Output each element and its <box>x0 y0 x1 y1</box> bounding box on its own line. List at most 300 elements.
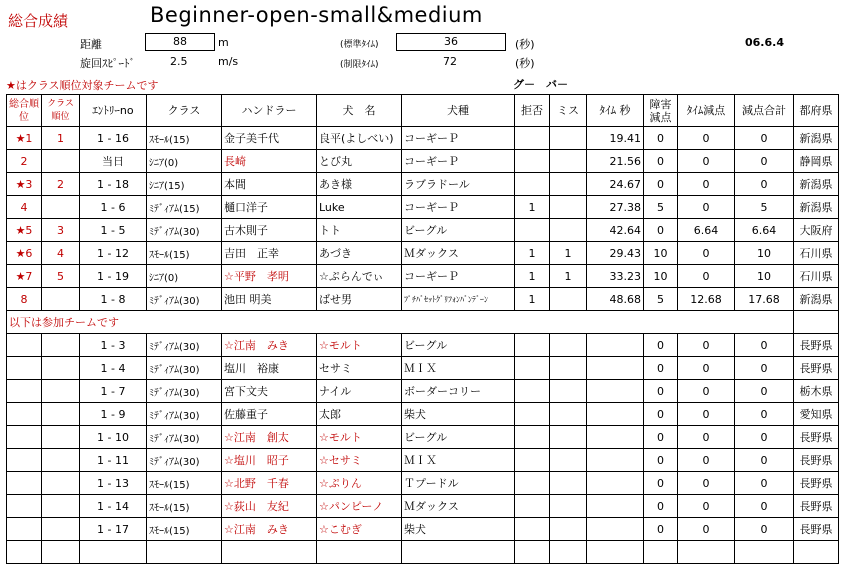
prefecture: 大阪府 <box>794 219 839 242</box>
handler: 宮下文夫 <box>222 380 317 403</box>
class-rank <box>42 334 80 357</box>
overall-rank: 8 <box>7 288 42 311</box>
overall-rank: 4 <box>7 196 42 219</box>
table-row <box>7 357 839 380</box>
dog-name: 良平(よしべい) <box>317 127 402 150</box>
speed-value: 2.5 <box>170 55 188 68</box>
breed: ラブラドール <box>402 173 515 196</box>
overall-rank <box>7 380 42 403</box>
fault: 10 <box>644 265 678 288</box>
time <box>587 449 644 472</box>
entry-no: 1 - 4 <box>80 357 147 380</box>
prefecture: 長野県 <box>794 334 839 357</box>
empty-row <box>7 541 839 564</box>
time <box>587 518 644 541</box>
handler: 長崎 <box>222 150 317 173</box>
col-total: 減点合計 <box>735 95 794 127</box>
speed-label: 旋回ｽﾋﾟｰﾄﾞ <box>80 57 135 70</box>
time-fault: 0 <box>678 173 735 196</box>
overall-rank: ★5 <box>7 219 42 242</box>
time <box>587 334 644 357</box>
time-fault: 0 <box>678 518 735 541</box>
dog-name: ☆パンピーノ <box>317 495 402 518</box>
time-fault: 0 <box>678 472 735 495</box>
miss <box>550 196 587 219</box>
col-time-fault: ﾀｲﾑ減点 <box>678 95 735 127</box>
miss <box>550 357 587 380</box>
class: ｼﾆｱ(15) <box>147 173 222 196</box>
class-rank: 2 <box>42 173 80 196</box>
miss: 1 <box>550 265 587 288</box>
class-rank: 3 <box>42 219 80 242</box>
dog-name: 太郎 <box>317 403 402 426</box>
handler: 本間 <box>222 173 317 196</box>
entry-no: 1 - 11 <box>80 449 147 472</box>
empty-cell <box>550 541 587 564</box>
time-fault: 0 <box>678 242 735 265</box>
fault: 5 <box>644 196 678 219</box>
miss <box>550 472 587 495</box>
table-row <box>7 265 839 288</box>
breed: Ｍダックス <box>402 242 515 265</box>
prefecture: 長野県 <box>794 449 839 472</box>
miss <box>550 518 587 541</box>
participants-note: 以下は参加チームです <box>7 311 794 334</box>
total: 10 <box>735 265 794 288</box>
total: 0 <box>735 150 794 173</box>
breed: ﾌﾟﾁﾊﾞｾｯﾄｸﾞﾘﾌｫﾝﾊﾞﾝﾃﾞｰﾝ <box>402 288 515 311</box>
breed: ＭＩＸ <box>402 449 515 472</box>
refusal <box>515 380 550 403</box>
participants-note-row <box>7 311 839 334</box>
fault: 0 <box>644 403 678 426</box>
breed: Ｔプードル <box>402 472 515 495</box>
overall-rank: ★3 <box>7 173 42 196</box>
table-row <box>7 288 839 311</box>
time: 29.43 <box>587 242 644 265</box>
table-row <box>7 173 839 196</box>
col-handler: ハンドラー <box>222 95 317 127</box>
handler: 池田 明美 <box>222 288 317 311</box>
breed: 柴犬 <box>402 403 515 426</box>
dog-name: ☆ぷらんでぃ <box>317 265 402 288</box>
fault: 0 <box>644 357 678 380</box>
table-row <box>7 127 839 150</box>
class: ｽﾓｰﾙ(15) <box>147 127 222 150</box>
prefecture: 長野県 <box>794 518 839 541</box>
entry-no: 1 - 8 <box>80 288 147 311</box>
class: ﾐﾃﾞｨｱﾑ(30) <box>147 288 222 311</box>
prefecture: 長野県 <box>794 426 839 449</box>
total: 0 <box>735 173 794 196</box>
time-fault: 0 <box>678 196 735 219</box>
overall-rank <box>7 495 42 518</box>
table-row <box>7 196 839 219</box>
dog-name: とび丸 <box>317 150 402 173</box>
time-fault: 0 <box>678 357 735 380</box>
handler: 塩川 裕康 <box>222 357 317 380</box>
fault: 5 <box>644 288 678 311</box>
time: 33.23 <box>587 265 644 288</box>
header-row <box>7 95 839 127</box>
std-time-label: (標準ﾀｲﾑ) <box>340 40 379 50</box>
miss <box>550 173 587 196</box>
time: 27.38 <box>587 196 644 219</box>
page-title-jp: 総合成績 <box>8 12 69 30</box>
time-fault: 0 <box>678 265 735 288</box>
fault: 0 <box>644 518 678 541</box>
class-rank <box>42 472 80 495</box>
table-row <box>7 426 839 449</box>
empty-cell <box>794 541 839 564</box>
empty-cell <box>147 541 222 564</box>
class-rank: 1 <box>42 127 80 150</box>
distance-value: 88 <box>145 33 215 51</box>
prefecture: 新潟県 <box>794 173 839 196</box>
miss <box>550 403 587 426</box>
handler: 金子美千代 <box>222 127 317 150</box>
time-fault: 12.68 <box>678 288 735 311</box>
overall-rank: ★1 <box>7 127 42 150</box>
prefecture: 新潟県 <box>794 127 839 150</box>
entry-no: 1 - 9 <box>80 403 147 426</box>
table-row <box>7 472 839 495</box>
miss <box>550 288 587 311</box>
class: ﾐﾃﾞｨｱﾑ(30) <box>147 449 222 472</box>
time-fault: 0 <box>678 495 735 518</box>
total: 0 <box>735 495 794 518</box>
miss <box>550 495 587 518</box>
time-fault: 0 <box>678 380 735 403</box>
breed: Ｍダックス <box>402 495 515 518</box>
refusal: 1 <box>515 288 550 311</box>
entry-no: 当日 <box>80 150 147 173</box>
breed: コーギーＰ <box>402 196 515 219</box>
class: ｽﾓｰﾙ(15) <box>147 472 222 495</box>
overall-rank <box>7 518 42 541</box>
prefecture: 石川県 <box>794 265 839 288</box>
table-row <box>7 403 839 426</box>
total: 17.68 <box>735 288 794 311</box>
refusal <box>515 150 550 173</box>
table-row <box>7 150 839 173</box>
overall-rank <box>7 403 42 426</box>
entry-no: 1 - 17 <box>80 518 147 541</box>
overall-rank: ★7 <box>7 265 42 288</box>
miss <box>550 127 587 150</box>
refusal <box>515 127 550 150</box>
col-entry-no: ｴﾝﾄﾘｰno <box>80 95 147 127</box>
breed: 柴犬 <box>402 518 515 541</box>
empty-cell <box>587 541 644 564</box>
class-rank <box>42 449 80 472</box>
class: ﾐﾃﾞｨｱﾑ(30) <box>147 334 222 357</box>
results-table <box>6 94 839 564</box>
handler: ☆北野 千春 <box>222 472 317 495</box>
total: 5 <box>735 196 794 219</box>
fault: 0 <box>644 449 678 472</box>
total: 0 <box>735 518 794 541</box>
fault: 0 <box>644 127 678 150</box>
entry-no: 1 - 7 <box>80 380 147 403</box>
table-row <box>7 334 839 357</box>
class: ﾐﾃﾞｨｱﾑ(30) <box>147 380 222 403</box>
table-row <box>7 449 839 472</box>
dog-name: Luke <box>317 196 402 219</box>
fault: 0 <box>644 380 678 403</box>
time: 24.67 <box>587 173 644 196</box>
miss <box>550 380 587 403</box>
table-row <box>7 219 839 242</box>
refusal <box>515 173 550 196</box>
overall-rank <box>7 472 42 495</box>
fault: 0 <box>644 495 678 518</box>
col-time: ﾀｲﾑ 秒 <box>587 95 644 127</box>
col-prefecture: 都府県 <box>794 95 839 127</box>
refusal <box>515 219 550 242</box>
rank-note: ★はクラス順位対象チームです <box>6 79 159 92</box>
empty-cell <box>317 541 402 564</box>
time <box>587 380 644 403</box>
entry-no: 1 - 6 <box>80 196 147 219</box>
std-time-unit: (秒) <box>515 38 535 51</box>
std-time-value: 36 <box>396 33 506 51</box>
entry-no: 1 - 18 <box>80 173 147 196</box>
col-dog-name: 犬 名 <box>317 95 402 127</box>
distance-unit: m <box>218 36 229 49</box>
time-fault: 6.64 <box>678 219 735 242</box>
entry-no: 1 - 3 <box>80 334 147 357</box>
prefecture: 長野県 <box>794 495 839 518</box>
time <box>587 495 644 518</box>
prefecture: 石川県 <box>794 242 839 265</box>
entry-no: 1 - 13 <box>80 472 147 495</box>
time-fault: 0 <box>678 334 735 357</box>
fault: 0 <box>644 426 678 449</box>
handler: ☆荻山 友紀 <box>222 495 317 518</box>
total: 10 <box>735 242 794 265</box>
entry-no: 1 - 10 <box>80 426 147 449</box>
class-rank <box>42 426 80 449</box>
empty-cell <box>678 541 735 564</box>
miss <box>550 449 587 472</box>
dog-name: ☆モルト <box>317 426 402 449</box>
dog-name: ☆ぷりん <box>317 472 402 495</box>
prefecture: 長野県 <box>794 472 839 495</box>
total: 0 <box>735 449 794 472</box>
col-class: クラス <box>147 95 222 127</box>
class: ﾐﾃﾞｨｱﾑ(30) <box>147 426 222 449</box>
prefecture: 新潟県 <box>794 288 839 311</box>
refusal: 1 <box>515 242 550 265</box>
empty-cell <box>735 541 794 564</box>
dog-name: ☆セサミ <box>317 449 402 472</box>
fault: 0 <box>644 334 678 357</box>
miss: 1 <box>550 242 587 265</box>
empty-cell <box>7 541 42 564</box>
class-rank: 4 <box>42 242 80 265</box>
overall-rank <box>7 334 42 357</box>
col-class-rank: クラス順位 <box>42 95 80 127</box>
time: 19.41 <box>587 127 644 150</box>
group-label: グ－ バ－ <box>513 78 568 91</box>
empty-cell <box>794 311 839 334</box>
fault: 0 <box>644 173 678 196</box>
refusal: 1 <box>515 265 550 288</box>
empty-cell <box>222 541 317 564</box>
handler: ☆江南 みき <box>222 334 317 357</box>
overall-rank: 2 <box>7 150 42 173</box>
distance-label: 距離 <box>80 38 102 51</box>
handler: ☆平野 孝明 <box>222 265 317 288</box>
overall-rank <box>7 449 42 472</box>
time <box>587 403 644 426</box>
class-rank <box>42 150 80 173</box>
handler: 古木則子 <box>222 219 317 242</box>
time-fault: 0 <box>678 150 735 173</box>
refusal <box>515 518 550 541</box>
table-row <box>7 518 839 541</box>
breed: コーギーＰ <box>402 150 515 173</box>
miss <box>550 334 587 357</box>
total: 0 <box>735 426 794 449</box>
handler: ☆塩川 昭子 <box>222 449 317 472</box>
prefecture: 静岡県 <box>794 150 839 173</box>
limit-time-label: (制限ﾀｲﾑ) <box>340 60 379 70</box>
time <box>587 426 644 449</box>
handler: ☆江南 みき <box>222 518 317 541</box>
breed: ビーグル <box>402 426 515 449</box>
limit-time-value: 72 <box>443 55 457 68</box>
breed: ビーグル <box>402 334 515 357</box>
handler: 樋口洋子 <box>222 196 317 219</box>
class: ｽﾓｰﾙ(15) <box>147 518 222 541</box>
class: ｽﾓｰﾙ(15) <box>147 242 222 265</box>
col-refusal: 拒否 <box>515 95 550 127</box>
breed: ＭＩＸ <box>402 357 515 380</box>
breed: ビーグル <box>402 219 515 242</box>
col-overall-rank: 総合順位 <box>7 95 42 127</box>
total: 0 <box>735 403 794 426</box>
refusal <box>515 334 550 357</box>
time-fault: 0 <box>678 403 735 426</box>
table-row <box>7 242 839 265</box>
class: ﾐﾃﾞｨｱﾑ(15) <box>147 196 222 219</box>
entry-no: 1 - 16 <box>80 127 147 150</box>
prefecture: 愛知県 <box>794 403 839 426</box>
class-rank <box>42 403 80 426</box>
prefecture: 新潟県 <box>794 196 839 219</box>
dog-name: ばせ男 <box>317 288 402 311</box>
total: 6.64 <box>735 219 794 242</box>
col-miss: ミス <box>550 95 587 127</box>
miss <box>550 150 587 173</box>
total: 0 <box>735 357 794 380</box>
dog-name: あづき <box>317 242 402 265</box>
refusal <box>515 472 550 495</box>
handler: 吉田 正幸 <box>222 242 317 265</box>
dog-name: あき様 <box>317 173 402 196</box>
time-fault: 0 <box>678 426 735 449</box>
class-rank <box>42 196 80 219</box>
dog-name: セサミ <box>317 357 402 380</box>
empty-cell <box>515 541 550 564</box>
class-rank <box>42 288 80 311</box>
date-label: 06.6.4 <box>745 36 784 49</box>
dog-name: ナイル <box>317 380 402 403</box>
time: 42.64 <box>587 219 644 242</box>
refusal: 1 <box>515 196 550 219</box>
empty-cell <box>644 541 678 564</box>
overall-rank: ★6 <box>7 242 42 265</box>
overall-rank <box>7 426 42 449</box>
class-rank <box>42 380 80 403</box>
class: ｼﾆｱ(0) <box>147 265 222 288</box>
dog-name: ☆こむぎ <box>317 518 402 541</box>
fault: 10 <box>644 242 678 265</box>
class-rank <box>42 357 80 380</box>
total: 0 <box>735 334 794 357</box>
class-rank: 5 <box>42 265 80 288</box>
time <box>587 472 644 495</box>
col-fault: 障害減点 <box>644 95 678 127</box>
time: 21.56 <box>587 150 644 173</box>
prefecture: 栃木県 <box>794 380 839 403</box>
breed: コーギーＰ <box>402 265 515 288</box>
refusal <box>515 357 550 380</box>
time-fault: 0 <box>678 449 735 472</box>
class: ｼﾆｱ(0) <box>147 150 222 173</box>
entry-no: 1 - 19 <box>80 265 147 288</box>
miss <box>550 426 587 449</box>
time-fault: 0 <box>678 127 735 150</box>
empty-cell <box>80 541 147 564</box>
class: ﾐﾃﾞｨｱﾑ(30) <box>147 403 222 426</box>
class-rank <box>42 495 80 518</box>
entry-no: 1 - 12 <box>80 242 147 265</box>
breed: ボーダーコリー <box>402 380 515 403</box>
entry-no: 1 - 5 <box>80 219 147 242</box>
fault: 0 <box>644 150 678 173</box>
table-row <box>7 495 839 518</box>
limit-time-unit: (秒) <box>515 57 535 70</box>
time <box>587 357 644 380</box>
refusal <box>515 449 550 472</box>
miss <box>550 219 587 242</box>
empty-cell <box>402 541 515 564</box>
refusal <box>515 426 550 449</box>
class: ﾐﾃﾞｨｱﾑ(30) <box>147 357 222 380</box>
total: 0 <box>735 127 794 150</box>
page-title: Beginner-open-small&medium <box>150 3 483 27</box>
fault: 0 <box>644 472 678 495</box>
handler: 佐藤重子 <box>222 403 317 426</box>
empty-cell <box>42 541 80 564</box>
refusal <box>515 495 550 518</box>
speed-unit: m/s <box>218 55 239 68</box>
fault: 0 <box>644 219 678 242</box>
time: 48.68 <box>587 288 644 311</box>
total: 0 <box>735 472 794 495</box>
handler: ☆江南 創太 <box>222 426 317 449</box>
class: ﾐﾃﾞｨｱﾑ(30) <box>147 219 222 242</box>
class-rank <box>42 518 80 541</box>
breed: コーギーＰ <box>402 127 515 150</box>
prefecture: 長野県 <box>794 357 839 380</box>
class: ｽﾓｰﾙ(15) <box>147 495 222 518</box>
overall-rank <box>7 357 42 380</box>
dog-name: トト <box>317 219 402 242</box>
